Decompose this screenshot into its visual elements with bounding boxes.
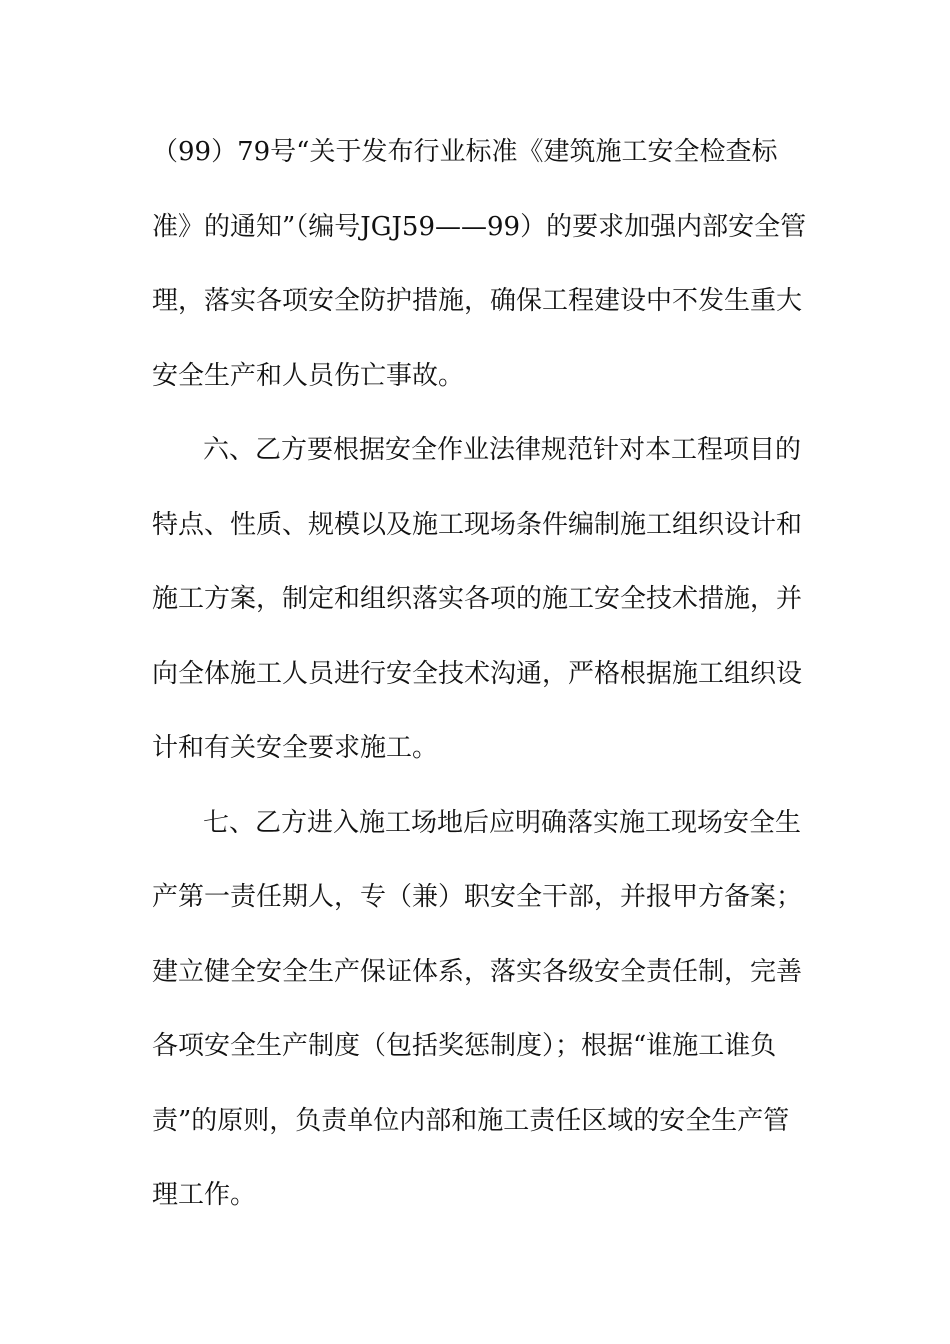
text-line: 产第一责任期人，专（兼）职安全干部，并报甲方备案； — [152, 882, 803, 912]
text-line: 特点、性质、规模以及施工现场条件编制施工组织设计和 — [152, 510, 803, 540]
text-line: 理，落实各项安全防护措施，确保工程建设中不发生重大 — [152, 286, 803, 316]
text-line: 各项安全生产制度（包括奖惩制度）；根据“谁施工谁负 — [152, 1031, 777, 1061]
text-line: 向全体施工人员进行安全技术沟通，严格根据施工组织设 — [152, 659, 803, 689]
text-line: 准》的通知”（编号JGJ59——99）的要求加强内部安全管 — [152, 212, 807, 242]
text-line: 责”的原则，负责单位内部和施工责任区域的安全生产管 — [152, 1106, 790, 1136]
text-line: 安全生产和人员伤亡事故。 — [152, 361, 465, 391]
text-line: 七、乙方进入施工场地后应明确落实施工现场安全生 — [203, 808, 802, 838]
text-line: 建立健全安全生产保证体系，落实各级安全责任制，完善 — [152, 957, 803, 987]
text-line: 计和有关安全要求施工。 — [152, 733, 439, 763]
text-line: 施工方案，制定和组织落实各项的施工安全技术措施，并 — [152, 584, 803, 614]
text-line: 理工作。 — [152, 1180, 257, 1210]
text-line: （99）79号“关于发布行业标准《建筑施工安全检查标 — [152, 137, 778, 167]
text-line: 六、乙方要根据安全作业法律规范针对本工程项目的 — [203, 435, 802, 465]
